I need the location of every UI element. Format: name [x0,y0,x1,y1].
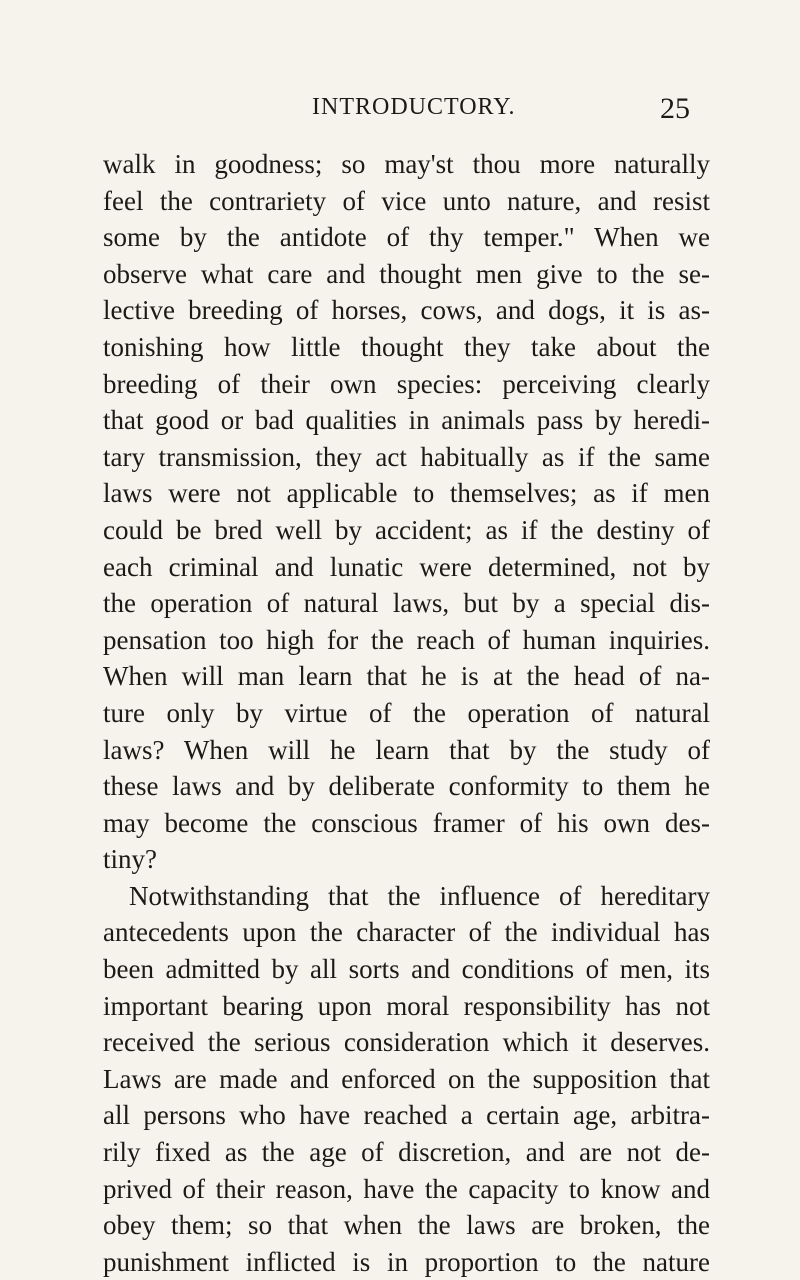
text-line: rily fixed as the age of discretion, and are not de- [103,1137,710,1168]
paragraph-end-line: tiny? [103,844,157,875]
text-line: all persons who have reached a certain age, arbitra- [103,1100,710,1131]
text-line: could be bred well by accident; as if the destiny of [103,514,710,545]
text-line: lective breeding of horses, cows, and dogs, it is as- [103,295,710,326]
text-line: been admitted by all sorts and conditions of men, its [103,954,710,985]
text-line: feel the contrariety of vice unto nature, and resist [103,185,710,216]
text-line: tonishing how little thought they take about the [103,331,710,362]
text-line: important bearing upon moral responsibility has not [103,990,710,1021]
text-line: antecedents upon the character of the individual has [103,917,710,948]
text-line: prived of their reason, have the capacity to know and [103,1173,710,1204]
text-line: Laws are made and enforced on the supposition that [103,1063,710,1094]
text-line: punishment inflicted is in proportion to the nature [103,1246,710,1277]
text-line: these laws and by deliberate conformity to them he [103,771,710,802]
text-line: obey them; so that when the laws are broken, the [103,1210,710,1241]
page-number: 25 [660,92,690,125]
text-line: ture only by virtue of the operation of natural [103,697,710,728]
text-line: that good or bad qualities in animals pass by heredi- [103,405,710,436]
text-line: received the serious consideration which it deserves. [103,1027,710,1058]
text-line: breeding of their own species: perceiving clearly [103,368,710,399]
text-line: laws? When will he learn that by the study of [103,734,710,765]
text-line: pensation too high for the reach of human inquiries. [103,624,710,655]
body-text [103,146,710,1280]
running-head: INTRODUCTORY. [312,94,516,120]
text-line: some by the antidote of thy temper." When we [103,222,710,253]
text-line: observe what care and thought men give to the se- [103,258,710,289]
text-line: may become the conscious framer of his own des- [103,807,710,838]
text-line: the operation of natural laws, but by a special dis- [103,588,710,619]
text-line: walk in goodness; so may'st thou more naturally [103,149,710,179]
text-line: When will man learn that he is at the head of na- [103,661,710,692]
text-line: laws were not applicable to themselves; as if men [103,478,710,509]
text-line: each criminal and lunatic were determined, not by [103,551,710,582]
paragraph-start-line: Notwithstanding that the influence of hereditary [129,880,710,911]
text-line: tary transmission, they act habitually as if the same [103,441,710,472]
